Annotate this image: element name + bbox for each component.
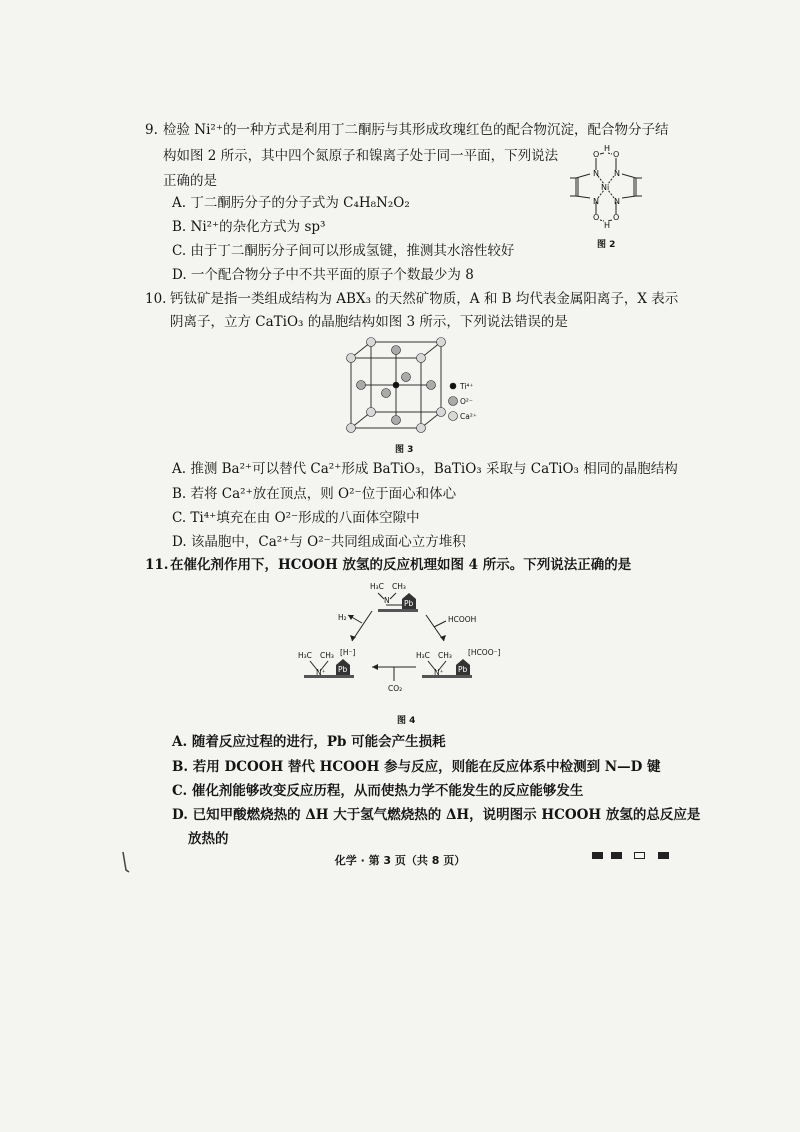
footer-mark-2 bbox=[611, 852, 622, 859]
q11-option-d-line1: D. 已知甲酸燃烧热的 ΔH 大于氢气燃烧热的 ΔH，说明图示 HCOOH 放氢的总反应是 bbox=[172, 807, 701, 823]
page-footer: 化学 · 第 3 页（共 8 页） bbox=[334, 854, 466, 867]
q11-stem: 在催化剂作用下，HCOOH 放氢的反应机理如图 4 所示。下列说法正确的是 bbox=[170, 557, 632, 573]
legend-ca: Ca²⁺ bbox=[460, 412, 477, 421]
q11-option-b: B. 若用 DCOOH 替代 HCOOH 参与反应，则能在反应体系中检测到 N—D 键 bbox=[172, 759, 661, 775]
fig4-nplus-left: N⁺ bbox=[316, 668, 326, 677]
fig2-n-top-left: N bbox=[593, 169, 599, 178]
fig2-h-bottom: H bbox=[604, 221, 611, 230]
fig4-pb-right: Pb bbox=[458, 665, 468, 674]
q9-number: 9. bbox=[145, 122, 158, 138]
q10-stem-line1: 钙钛矿是指一类组成结构为 ABX₃ 的天然矿物质，A 和 B 均代表金属阳离子，X 表示 bbox=[170, 291, 679, 307]
fig4-ch3-left: CH₃ bbox=[320, 651, 334, 660]
q9-stem-line1: 检验 Ni²⁺的一种方式是利用丁二酮肟与其形成玫瑰红色的配合物沉淀，配合物分子结 bbox=[163, 122, 669, 138]
q9-stem-line2: 构如图 2 所示，其中四个氮原子和镍离子处于同一平面，下列说法 bbox=[163, 148, 559, 164]
scan-mark bbox=[120, 850, 132, 874]
footer-mark-4 bbox=[658, 852, 669, 859]
fig4-h3c-left: H₃C bbox=[298, 651, 312, 660]
figure-3-caption: 图 3 bbox=[395, 445, 414, 455]
q9-option-b: B. Ni²⁺的杂化方式为 sp³ bbox=[172, 219, 326, 235]
fig2-o-bottom-right: O bbox=[613, 213, 620, 222]
fig4-hydride: [H⁻] bbox=[340, 648, 356, 657]
legend-o: O²⁻ bbox=[460, 397, 473, 406]
legend-ti: Ti⁴⁺ bbox=[460, 382, 474, 391]
q11-option-d-line2: 放热的 bbox=[188, 831, 229, 847]
fig4-pb-top: Pb bbox=[404, 599, 414, 608]
fig4-h3c-top: H₃C bbox=[370, 582, 384, 591]
fig2-h-top: H bbox=[604, 144, 611, 153]
fig4-formate: [HCOO⁻] bbox=[468, 648, 501, 657]
fig2-ni: Ni bbox=[601, 183, 610, 192]
q10-option-b: B. 若将 Ca²⁺放在顶点，则 O²⁻位于面心和体心 bbox=[172, 486, 457, 502]
fig2-n-bottom-left: N bbox=[593, 197, 599, 206]
fig2-o-top-left: O bbox=[593, 150, 600, 159]
q10-option-c: C. Ti⁴⁺填充在由 O²⁻形成的八面体空隙中 bbox=[172, 510, 420, 526]
q9-option-c: C. 由于丁二酮肟分子间可以形成氢键，推测其水溶性较好 bbox=[172, 243, 515, 259]
q10-option-d: D. 该晶胞中，Ca²⁺与 O²⁻共同组成面心立方堆积 bbox=[172, 534, 466, 550]
q11-option-a: A. 随着反应过程的进行，Pb 可能会产生损耗 bbox=[172, 734, 446, 750]
fig4-n-top: N bbox=[384, 596, 390, 605]
figure-2-structure bbox=[556, 140, 656, 235]
q9-option-a: A. 丁二酮肟分子的分子式为 C₄H₈N₂O₂ bbox=[172, 195, 410, 211]
q10-stem-line2: 阴离子，立方 CaTiO₃ 的晶胞结构如图 3 所示，下列说法错误的是 bbox=[170, 314, 568, 330]
q11-option-c: C. 催化剂能够改变反应历程，从而使热力学不能发生的反应能够发生 bbox=[172, 783, 584, 799]
footer-mark-1 bbox=[592, 852, 603, 859]
fig4-hcooh: HCOOH bbox=[448, 615, 477, 624]
q10-number: 10. bbox=[145, 291, 167, 307]
q9-option-d: D. 一个配合物分子中不共平面的原子个数最少为 8 bbox=[172, 267, 474, 283]
fig4-h2: H₂ bbox=[338, 613, 347, 622]
fig4-nplus-right: N⁺ bbox=[434, 668, 444, 677]
fig2-o-top-right: O bbox=[613, 150, 620, 159]
figure-4-caption: 图 4 bbox=[397, 716, 416, 726]
fig4-h3c-right: H₃C bbox=[416, 651, 430, 660]
q10-option-a: A. 推测 Ba²⁺可以替代 Ca²⁺形成 BaTiO₃，BaTiO₃ 采取与 CaTiO₃ 相同的晶胞结构 bbox=[172, 461, 678, 477]
fig2-n-bottom-right: N bbox=[614, 197, 620, 206]
figure-2-caption: 图 2 bbox=[597, 240, 616, 250]
fig4-pb-left: Pb bbox=[338, 665, 348, 674]
figure-4-mechanism bbox=[296, 575, 516, 710]
footer-mark-3 bbox=[634, 852, 645, 859]
fig4-ch3-top: CH₃ bbox=[392, 582, 406, 591]
fig4-ch3-right: CH₃ bbox=[438, 651, 452, 660]
q9-stem-line3: 正确的是 bbox=[163, 173, 217, 189]
fig4-co2: CO₂ bbox=[388, 684, 403, 693]
figure-3-unit-cell bbox=[335, 334, 485, 438]
fig2-n-top-right: N bbox=[614, 169, 620, 178]
fig2-o-bottom-left: O bbox=[593, 213, 600, 222]
q11-number: 11. bbox=[145, 557, 169, 573]
